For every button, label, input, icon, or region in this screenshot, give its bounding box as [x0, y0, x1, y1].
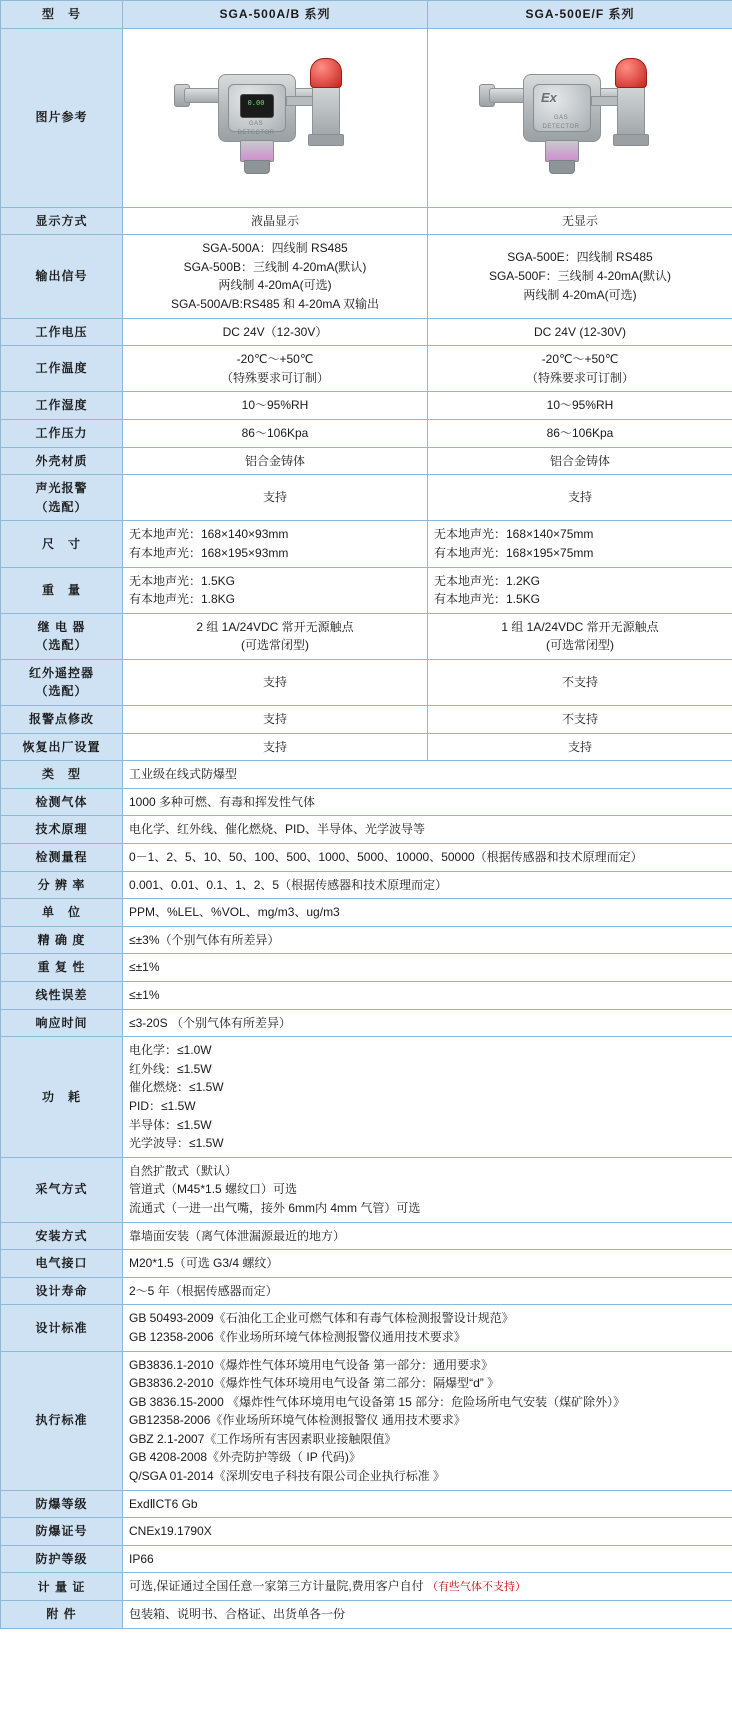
cell-line: 铝合金铸体 [549, 453, 610, 468]
cell-value-b [428, 659, 732, 705]
table-row [1, 982, 732, 1010]
table-row [1, 1518, 732, 1546]
cell-line: GB 4208-2008《外壳防护等级（ IP 代码)》 [129, 1450, 361, 1465]
cell-line: （特殊要求可订制） [220, 370, 329, 385]
table-row-header [1, 1, 732, 29]
row-label-model: 型 号 [1, 1, 123, 29]
cell-line: 支持 [567, 739, 592, 754]
cell-line: 有本地声光：1.8KG [129, 592, 236, 607]
cell-value-a [123, 318, 428, 346]
cell-line: SGA-500B：三线制 4-20mA(默认) [183, 259, 367, 274]
sensor-housing-icon [240, 140, 274, 162]
table-row [1, 954, 732, 982]
table-row [1, 1573, 732, 1601]
cell-line: 有本地声光：1.5KG [434, 592, 541, 607]
row-label: 工作温度 [1, 346, 123, 392]
cell-line: 声光报警 [35, 481, 88, 496]
cell-line: 管道式（M45*1.5 螺纹口）可选 [129, 1182, 298, 1197]
cell-line: ≤3-20S （个别气体有所差异） [129, 1015, 291, 1030]
two-column-rows [1, 207, 732, 761]
cell-value-merged [123, 1037, 732, 1158]
cell-line: (可选常闭型) [546, 638, 614, 653]
alarm-beacon-icon [615, 58, 647, 88]
cell-line: SGA-500E：四线制 RS485 [507, 250, 653, 265]
cell-line: (可选常闭型) [241, 638, 309, 653]
product-image-series-b [428, 28, 732, 207]
cell-line: 可选,保证通过全国任意一家第三方计量院,费用客户自付 （有些气体不支持） [129, 1579, 527, 1594]
cell-value-merged [123, 1305, 732, 1351]
column-header-series-a: SGA-500A/B 系列 [123, 1, 428, 29]
product-image-series-a [123, 28, 428, 207]
cell-line: CNEx19.1790X [129, 1524, 212, 1539]
cell-line: （选配） [35, 684, 88, 699]
cell-line: ExdⅡCT6 Gb [129, 1496, 198, 1511]
table-row [1, 659, 732, 705]
gas-detector-illustration-b [465, 34, 695, 202]
row-label: 附 件 [1, 1601, 123, 1629]
cell-value-b [428, 419, 732, 447]
row-label: 重 量 [1, 567, 123, 613]
table-row-image [1, 28, 732, 207]
cell-line: 0－1、2、5、10、50、100、500、1000、5000、10000、50000（根据传感器和技术原理而定） [129, 850, 643, 865]
table-row [1, 706, 732, 734]
table-row [1, 1545, 732, 1573]
cell-line: GB12358-2006《作业场所环境气体检测报警仪 通用技术要求》 [129, 1413, 466, 1428]
sensor-housing-icon [545, 140, 579, 162]
table-row [1, 567, 732, 613]
cell-value-merged [123, 788, 732, 816]
left-conduit-icon [184, 88, 222, 103]
cell-line: 无本地声光：168×140×75mm [434, 527, 594, 542]
cell-line: 无显示 [561, 213, 598, 228]
row-label: 检测量程 [1, 844, 123, 872]
cell-line: DC 24V（12-30V） [222, 324, 328, 339]
cell-value-merged [123, 1601, 732, 1629]
cell-value-a [123, 392, 428, 420]
cell-line: 无本地声光：1.5KG [129, 573, 236, 588]
table-row [1, 346, 732, 392]
cell-value-a [123, 706, 428, 734]
table-row [1, 1250, 732, 1278]
row-label: 工作湿度 [1, 392, 123, 420]
cell-line: 支持 [262, 712, 287, 727]
table-row [1, 1157, 732, 1222]
cell-line: GB3836.2-2010《爆炸性气体环境用电气设备 第二部分：隔爆型“d” 》 [129, 1376, 500, 1391]
cell-line: 10～95%RH [241, 398, 309, 413]
cell-line: M20*1.5（可选 G3/4 螺纹） [129, 1256, 279, 1271]
table-row [1, 521, 732, 567]
cell-line: DC 24V (12-30V) [533, 324, 627, 339]
cell-value-merged [123, 1573, 732, 1601]
table-row [1, 1351, 732, 1490]
alarm-beacon-icon [310, 58, 342, 88]
cell-value-b [428, 706, 732, 734]
row-label [1, 613, 123, 659]
table-row [1, 1037, 732, 1158]
row-label: 工作压力 [1, 419, 123, 447]
cell-value-b [428, 346, 732, 392]
cell-line: -20℃～+50℃ [541, 352, 619, 367]
cell-line: ≤±3%（个别气体有所差异） [129, 932, 280, 947]
cell-line: 两线制 4-20mA(可选) [218, 278, 332, 293]
cell-line: SGA-500A：四线制 RS485 [202, 241, 348, 256]
cell-line: 支持 [262, 739, 287, 754]
row-label: 显示方式 [1, 207, 123, 235]
cell-value-a [123, 346, 428, 392]
table-row [1, 475, 732, 521]
cell-line: GB 50493-2009《石油化工企业可燃气体和有毒气体检测报警设计规范》 [129, 1311, 514, 1326]
cell-line: 支持 [262, 675, 287, 690]
lcd-reading: 0.00 [247, 98, 265, 107]
cell-line: 铝合金铸体 [244, 453, 305, 468]
cell-value-a [123, 521, 428, 567]
cell-line: PPM、%LEL、%VOL、mg/m3、ug/m3 [129, 905, 340, 920]
sensor-cap-icon [244, 160, 270, 174]
cell-line: SGA-500A/B:RS485 和 4-20mA 双输出 [170, 296, 380, 311]
cell-line: 不支持 [561, 675, 598, 690]
row-label: 尺 寸 [1, 521, 123, 567]
row-label: 分 辨 率 [1, 871, 123, 899]
cell-value-a [123, 419, 428, 447]
table-row [1, 613, 732, 659]
cell-value-a [123, 613, 428, 659]
nameplate-text-a: GAS DETECTOR [237, 120, 275, 136]
table-row [1, 1305, 732, 1351]
cell-line: 红外线：≤1.5W [129, 1061, 212, 1076]
cell-value-merged [123, 1009, 732, 1037]
row-label: 功 耗 [1, 1037, 123, 1158]
cell-value-a [123, 447, 428, 475]
cell-value-merged [123, 1250, 732, 1278]
cell-value-merged [123, 761, 732, 789]
cell-line: 工业级在线式防爆型 [129, 767, 238, 782]
table-row [1, 207, 732, 235]
row-label: 检测气体 [1, 788, 123, 816]
table-row [1, 899, 732, 927]
cell-value-merged [123, 1222, 732, 1250]
alarm-post-icon [312, 82, 340, 140]
table-row [1, 926, 732, 954]
cell-line: ≤±1% [129, 960, 160, 975]
cell-value-b [428, 733, 732, 761]
ex-marking-label: Ex [541, 89, 557, 105]
cell-line: （特殊要求可订制） [525, 370, 634, 385]
cell-line: -20℃～+50℃ [236, 352, 314, 367]
cell-value-b [428, 475, 732, 521]
cell-line: 支持 [262, 490, 287, 505]
row-label: 类 型 [1, 761, 123, 789]
cell-line: 继 电 器 [37, 619, 86, 634]
row-label: 防爆证号 [1, 1518, 123, 1546]
table-row [1, 788, 732, 816]
table-row [1, 1009, 732, 1037]
left-conduit-icon [489, 88, 527, 103]
cell-line: 红外遥控器 [28, 665, 94, 680]
cell-value-merged [123, 1545, 732, 1573]
cell-value-merged [123, 816, 732, 844]
cell-line: PID：≤1.5W [129, 1098, 196, 1113]
cell-value-merged [123, 1490, 732, 1518]
table-row [1, 871, 732, 899]
merged-rows [1, 761, 732, 1629]
row-label-image-reference: 图片参考 [1, 28, 123, 207]
cell-line: 1 组 1A/24VDC 常开无源触点 [501, 619, 659, 634]
cell-line: GB3836.1-2010《爆炸性气体环境用电气设备 第一部分：通用要求》 [129, 1357, 494, 1372]
cell-line: 无本地声光：168×140×93mm [129, 527, 289, 542]
cell-value-b [428, 207, 732, 235]
cell-line: 两线制 4-20mA(可选) [523, 287, 637, 302]
nameplate-text-b: GAS DETECTOR [542, 114, 580, 130]
cell-line: GB 12358-2006《作业场所环境气体检测报警仪通用技术要求》 [129, 1329, 466, 1344]
row-label [1, 475, 123, 521]
cell-value-a [123, 659, 428, 705]
gas-detector-illustration-a [160, 34, 390, 202]
row-label: 设计标准 [1, 1305, 123, 1351]
table-row [1, 844, 732, 872]
cell-value-b [428, 447, 732, 475]
row-label: 安装方式 [1, 1222, 123, 1250]
cell-value-b [428, 613, 732, 659]
cell-line: 液晶显示 [250, 213, 299, 228]
cell-line: 1000 多种可燃、有毒和挥发性气体 [129, 794, 316, 809]
row-label: 防爆等级 [1, 1490, 123, 1518]
row-label: 设计寿命 [1, 1277, 123, 1305]
note-unsupported: （有些气体不支持） [427, 1581, 527, 1594]
cell-line: 2 组 1A/24VDC 常开无源触点 [196, 619, 354, 634]
row-label: 防护等级 [1, 1545, 123, 1573]
row-label: 电气接口 [1, 1250, 123, 1278]
cell-line: 半导体：≤1.5W [129, 1117, 212, 1132]
row-label: 外壳材质 [1, 447, 123, 475]
cell-line: IP66 [129, 1551, 154, 1566]
cell-line: （选配） [35, 499, 88, 514]
row-label: 技术原理 [1, 816, 123, 844]
cell-value-a [123, 207, 428, 235]
cell-value-b [428, 235, 732, 318]
cell-line: 有本地声光：168×195×75mm [434, 545, 594, 560]
cell-line: 10～95%RH [546, 398, 614, 413]
alarm-base-icon [613, 134, 649, 146]
cell-value-a [123, 235, 428, 318]
table-row [1, 1601, 732, 1629]
cell-value-merged [123, 926, 732, 954]
row-label: 执行标准 [1, 1351, 123, 1490]
row-label: 单 位 [1, 899, 123, 927]
cell-line: 不支持 [561, 712, 598, 727]
cell-value-merged [123, 844, 732, 872]
cell-value-a [123, 475, 428, 521]
row-label: 响应时间 [1, 1009, 123, 1037]
row-label: 计 量 证 [1, 1573, 123, 1601]
table-row [1, 1222, 732, 1250]
cell-line: 86～106Kpa [546, 425, 614, 440]
cell-value-b [428, 392, 732, 420]
row-label: 线性误差 [1, 982, 123, 1010]
table-row [1, 447, 732, 475]
cell-line: 催化燃烧：≤1.5W [129, 1080, 224, 1095]
table-row [1, 318, 732, 346]
table-row [1, 733, 732, 761]
cell-value-a [123, 567, 428, 613]
cell-line: 光学波导：≤1.5W [129, 1136, 224, 1151]
cell-value-merged [123, 871, 732, 899]
cell-line: 有本地声光：168×195×93mm [129, 545, 289, 560]
cell-line: 支持 [567, 490, 592, 505]
cell-value-b [428, 567, 732, 613]
cell-line: 无本地声光：1.2KG [434, 573, 541, 588]
cell-value-merged [123, 1157, 732, 1222]
cell-value-merged [123, 1518, 732, 1546]
row-label: 工作电压 [1, 318, 123, 346]
cell-line: GBZ 2.1-2007《工作场所有害因素职业接触限值》 [129, 1431, 397, 1446]
cell-line: 86～106Kpa [241, 425, 309, 440]
row-label: 恢复出厂设置 [1, 733, 123, 761]
table-row [1, 392, 732, 420]
cell-value-b [428, 318, 732, 346]
table-row [1, 1490, 732, 1518]
cell-value-b [428, 521, 732, 567]
cell-value-merged [123, 954, 732, 982]
alarm-post-icon [617, 82, 645, 140]
row-label: 输出信号 [1, 235, 123, 318]
cell-line: 包装箱、说明书、合格证、出货单各一份 [129, 1607, 346, 1622]
table-row [1, 1277, 732, 1305]
cell-value-merged [123, 899, 732, 927]
row-label: 精 确 度 [1, 926, 123, 954]
cell-value-merged [123, 1277, 732, 1305]
cell-value-merged [123, 982, 732, 1010]
row-label: 报警点修改 [1, 706, 123, 734]
cell-line: Q/SGA 01-2014《深圳安电子科技有限公司企业执行标准 》 [129, 1469, 446, 1484]
cell-value-merged [123, 1351, 732, 1490]
cell-line: 流通式（一进一出气嘴，接外 6mm内 4mm 气管）可选 [129, 1200, 421, 1215]
cell-value-a [123, 733, 428, 761]
cell-line: ≤±1% [129, 988, 160, 1002]
cell-line: 电化学、红外线、催化燃烧、PID、半导体、光学波导等 [129, 822, 426, 837]
cell-line: 自然扩散式（默认） [129, 1163, 238, 1178]
table-row [1, 235, 732, 318]
table-body [1, 1, 732, 208]
row-label [1, 659, 123, 705]
cell-line: 靠墙面安装（离气体泄漏源最近的地方） [129, 1228, 346, 1243]
cell-line: GB 3836.15-2000 《爆炸性气体环境用电气设备第 15 部分：危险场所电气安装（煤矿除外）》 [129, 1394, 626, 1409]
row-label: 采气方式 [1, 1157, 123, 1222]
cell-line: 2～5 年（根据传感器而定） [129, 1283, 278, 1298]
cell-line: 0.001、0.01、0.1、1、2、5（根据传感器和技术原理而定） [129, 877, 448, 892]
alarm-base-icon [308, 134, 344, 146]
cell-line: （选配） [35, 638, 88, 653]
table-row [1, 761, 732, 789]
table-row [1, 816, 732, 844]
table-row [1, 419, 732, 447]
row-label: 重 复 性 [1, 954, 123, 982]
sensor-cap-icon [549, 160, 575, 174]
cell-line: SGA-500F：三线制 4-20mA(默认) [488, 269, 672, 284]
cell-line: 电化学：≤1.0W [129, 1043, 212, 1058]
column-header-series-b: SGA-500E/F 系列 [428, 1, 732, 29]
